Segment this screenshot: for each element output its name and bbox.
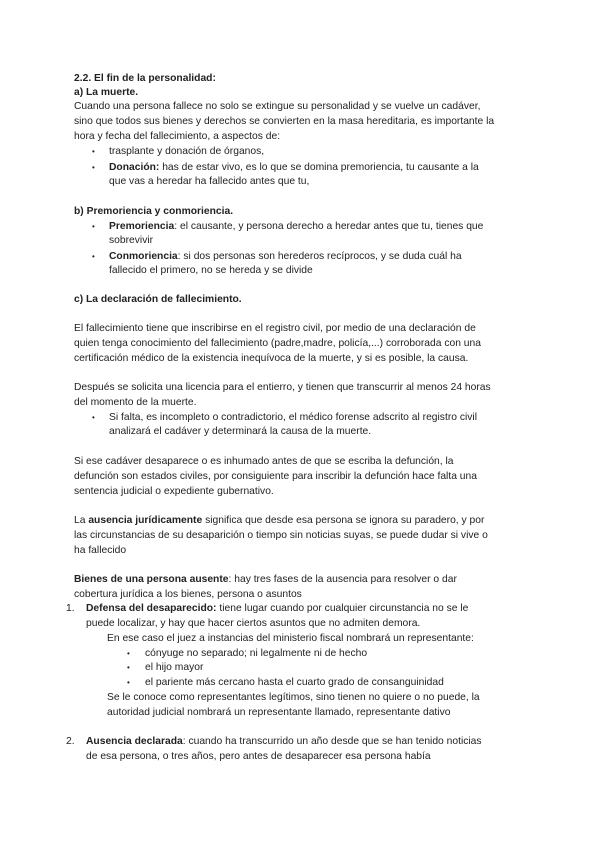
numbered-item [86,602,468,615]
numbered-item-continuation: En ese caso el juez a instancias del ministerio fiscal nombrará un representante: [107,633,474,644]
numbered-item-continuation: Se le conoce como representantes legítimos, sino tienen no quiere o no puede, la [107,692,480,703]
paragraph-line: Después se solicita una licencia para el entierro, y tienen que transcurrir al menos 24 horas [74,382,491,393]
bullet-icon: • [127,663,130,672]
paragraph-line: sentencia judicial o expediente gubernativo. [74,486,274,497]
list-item-continuation: sobrevivir [109,235,154,246]
term-text: : si dos personas son herederos recíprocos, y se duda cuál ha [177,251,462,262]
list-number: 2. [66,736,75,747]
subsection-title-declaracion: c) La declaración de fallecimiento. [74,294,242,305]
text-span: La [74,515,89,526]
list-number: 1. [66,603,75,614]
list-item: el pariente más cercano hasta el cuarto grado de consanguinidad [145,677,444,688]
list-item: Si falta, es incompleto o contradictorio, el médico forense adscrito al registro civil [109,412,477,423]
term-label: Premoriencia [109,221,175,232]
subsection-title-muerte: a) La muerte. [74,87,139,98]
term-label: Defensa del desaparecido: [86,603,217,614]
paragraph-line: del momento de la muerte. [74,397,197,408]
bullet-icon: • [92,413,95,422]
paragraph-line: ha fallecido [74,545,127,556]
paragraph-line [74,514,484,527]
subsection-title-premoriencia: b) Premoriencia y conmoriencia. [74,206,234,217]
bullet-icon: • [92,163,95,172]
list-item: el hijo mayor [145,662,204,673]
paragraph-line: hora y fecha del fallecimiento, a aspectos de: [74,131,281,142]
list-item [109,220,483,233]
paragraph-line: Cuando una persona fallece no solo se extingue su personalidad y se vuelve un cadáver, [74,101,481,112]
term-label: ausencia jurídicamente [88,515,203,526]
term-text: : hay tres fases de la ausencia para resolver o dar [228,574,457,585]
numbered-item-continuation: puede localizar, y hay que hacer ciertos asuntos que no admiten demora. [86,618,421,629]
bullet-icon: • [127,649,130,658]
bullet-icon: • [127,678,130,687]
list-item-continuation: que vas a heredar ha fallecido antes que tu, [109,176,310,187]
paragraph-line: las circunstancias de su desaparición o tiempo sin noticias suyas, se puede dudar si vive o [74,530,488,541]
paragraph-line: quien tenga conocimiento del fallecimiento (padre,madre, policía,...) corroborada con una [74,338,481,349]
paragraph-line: cobertura jurídica a los bienes, persona o asuntos [74,589,302,600]
term-text: significa que desde esa persona se ignora su paradero, y por [202,515,485,526]
list-item: trasplante y donación de órganos, [109,146,265,157]
bullet-icon: • [92,222,95,231]
numbered-item-continuation: autoridad judicial nombrará un representante llamado, representante dativo [107,707,451,718]
term-label: Conmoriencia [109,251,178,262]
term-text: tiene lugar cuando por cualquier circunstancia no se le [216,603,469,614]
paragraph-line: certificación médico de la existencia inequívoca de la muerte, y si es posible, la causa. [74,353,469,364]
paragraph-line [74,573,457,586]
list-item [109,250,462,263]
list-item: cónyuge no separado; ni legalmente ni de hecho [145,648,368,659]
bullet-icon: • [92,147,95,156]
term-text: : cuando ha transcurrido un año desde que se han tenido noticias [182,736,482,747]
list-item-continuation: analizará el cadáver y determinará la causa de la muerte. [109,426,372,437]
term-text: has de estar vivo, es lo que se domina premoriencia, tu causante a la [159,162,479,173]
term-label: Donación: [109,162,160,173]
paragraph-line: sino que todos sus bienes y derechos se convierten en la masa hereditaria, es importante la [74,116,495,127]
section-title: 2.2. El fin de la personalidad: [74,73,216,84]
paragraph-line: defunción son estados civiles, por consiguiente para inscribir la defunción hace falta una [74,471,477,482]
term-text: : el causante, y persona derecho a heredar antes que tu, tienes que [174,221,484,232]
list-item [109,161,479,174]
list-item-continuation: fallecido el primero, no se hereda y se divide [109,265,313,276]
term-label: Bienes de una persona ausente [74,574,229,585]
numbered-item-continuation: de esa persona, o tres años, pero antes de desaparecer esa persona había [86,751,431,762]
term-label: Ausencia declarada [86,736,183,747]
paragraph-line: El fallecimiento tiene que inscribirse en el registro civil, por medio de una declaración de [74,323,476,334]
numbered-item [86,735,482,748]
paragraph-line: Si ese cadáver desaparece o es inhumado antes de que se escriba la defunción, la [74,456,454,467]
bullet-icon: • [92,252,95,261]
